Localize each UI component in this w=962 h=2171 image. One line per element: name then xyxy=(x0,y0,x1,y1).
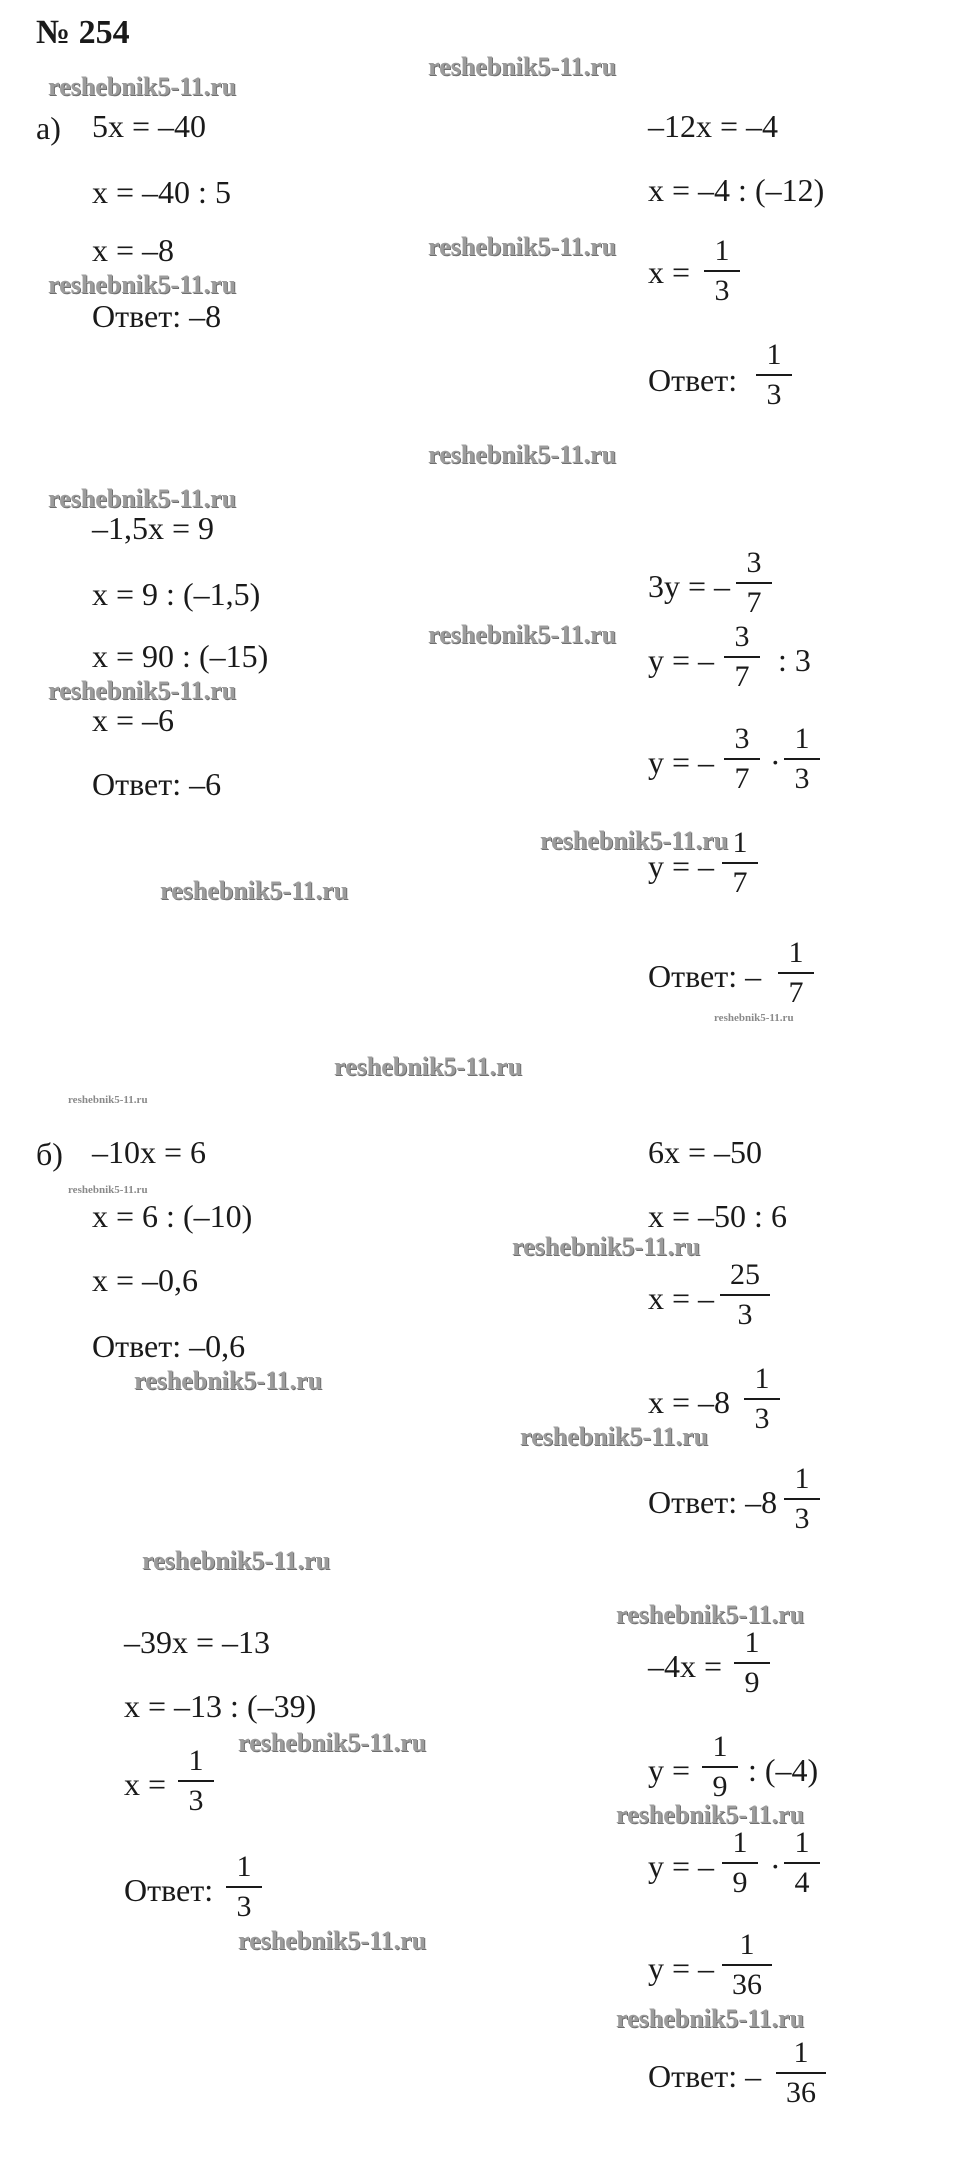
watermark: reshebnik5-11.ru xyxy=(512,1232,701,1261)
watermark: reshebnik5-11.ru xyxy=(48,270,237,299)
fraction: $\frac{1}{9}$ xyxy=(722,1828,758,1898)
part-b-label: б) xyxy=(36,1136,63,1172)
multiply-sign: · xyxy=(770,1848,781,1884)
watermark: reshebnik5-11.ru xyxy=(48,484,237,513)
watermark: reshebnik5-11.ru xyxy=(134,1366,323,1395)
equation-line: x = –50 : 6 xyxy=(648,1198,787,1234)
fraction: $\frac{25}{3}$ xyxy=(720,1260,770,1330)
fraction: $\frac{1}{3}$ xyxy=(704,236,740,306)
equation-line: x = 6 : (–10) xyxy=(92,1198,253,1234)
fraction: $\frac{1}{3}$ xyxy=(744,1364,780,1434)
equation-line: x = 9 : (–1,5) xyxy=(92,576,261,612)
fraction: $\frac{1}{7}$ xyxy=(722,828,758,898)
fraction: $\frac{1}{9}$ xyxy=(702,1732,738,1802)
equation-line: –39x = –13 xyxy=(124,1624,271,1660)
watermark: reshebnik5-11.ru xyxy=(160,876,349,905)
equation-line: x = –8 xyxy=(648,1384,731,1420)
equation-line: x = –0,6 xyxy=(92,1262,199,1298)
watermark: reshebnik5-11.ru xyxy=(68,1094,148,1106)
answer-line: Ответ: –8 xyxy=(648,1484,778,1520)
watermark: reshebnik5-11.ru xyxy=(68,1184,148,1196)
multiply-sign: · xyxy=(770,744,781,780)
fraction: $\frac{3}{7}$ xyxy=(724,622,760,692)
equation-line: –10x = 6 xyxy=(92,1134,207,1170)
equation-line: x = –13 : (–39) xyxy=(124,1688,317,1724)
watermark: reshebnik5-11.ru xyxy=(616,2004,805,2033)
part-a-label: а) xyxy=(36,110,61,146)
watermark: reshebnik5-11.ru xyxy=(540,826,729,855)
fraction: $\frac{1}{3}$ xyxy=(226,1852,262,1922)
watermark: reshebnik5-11.ru xyxy=(142,1546,331,1575)
answer-line: Ответ: –6 xyxy=(92,766,222,802)
fraction: $\frac{1}{36}$ xyxy=(722,1930,772,2000)
watermark: reshebnik5-11.ru xyxy=(48,676,237,705)
watermark: reshebnik5-11.ru xyxy=(334,1052,523,1081)
equation-line: x = –4 : (–12) xyxy=(648,172,825,208)
answer-line: Ответ: –8 xyxy=(92,298,222,334)
answer-line: Ответ: – xyxy=(648,958,762,994)
fraction: $\frac{3}{7}$ xyxy=(724,724,760,794)
watermark: reshebnik5-11.ru xyxy=(714,1012,794,1024)
fraction: $\frac{1}{9}$ xyxy=(734,1628,770,1698)
fraction: $\frac{1}{3}$ xyxy=(178,1746,214,1816)
equation-line: y = – xyxy=(648,1848,715,1884)
fraction: $\frac{3}{7}$ xyxy=(736,548,772,618)
watermark: reshebnik5-11.ru xyxy=(616,1800,805,1829)
equation-line: y = – xyxy=(648,1950,715,1986)
watermark: reshebnik5-11.ru xyxy=(238,1926,427,1955)
equation-line: x = – xyxy=(648,1280,715,1316)
equation-line: –4x = xyxy=(648,1648,723,1684)
problem-number: № 254 xyxy=(36,14,130,51)
equation-line: –1,5x = 9 xyxy=(92,510,215,546)
equation-line: x = 90 : (–15) xyxy=(92,638,269,674)
fraction: $\frac{1}{4}$ xyxy=(784,1828,820,1898)
answer-line: Ответ: –0,6 xyxy=(92,1328,246,1364)
fraction: $\frac{1}{36}$ xyxy=(776,2038,826,2108)
equation-line: y = – xyxy=(648,642,715,678)
equation-line: x = –40 : 5 xyxy=(92,174,231,210)
fraction: $\frac{1}{3}$ xyxy=(756,340,792,410)
equation-line: x = –8 xyxy=(92,232,175,268)
watermark: reshebnik5-11.ru xyxy=(428,52,617,81)
answer-line: Ответ: – xyxy=(648,2058,762,2094)
equation-line: x = –6 xyxy=(92,702,175,738)
watermark: reshebnik5-11.ru xyxy=(238,1728,427,1757)
watermark: reshebnik5-11.ru xyxy=(428,440,617,469)
equation-line: y = xyxy=(648,1752,691,1788)
watermark: reshebnik5-11.ru xyxy=(520,1422,709,1451)
equation-line: 5x = –40 xyxy=(92,108,207,144)
answer-line: Ответ: xyxy=(124,1872,214,1908)
answer-line: Ответ: xyxy=(648,362,738,398)
watermark: reshebnik5-11.ru xyxy=(428,232,617,261)
equation-line: –12x = –4 xyxy=(648,108,779,144)
watermark: reshebnik5-11.ru xyxy=(616,1600,805,1629)
fraction: $\frac{1}{3}$ xyxy=(784,1464,820,1534)
equation-line: x = xyxy=(648,254,691,290)
equation-line: y = – xyxy=(648,744,715,780)
fraction: $\frac{1}{7}$ xyxy=(778,938,814,1008)
equation-line: : 3 xyxy=(778,642,811,678)
watermark: reshebnik5-11.ru xyxy=(428,620,617,649)
equation-line: 6x = –50 xyxy=(648,1134,763,1170)
equation-line: : (–4) xyxy=(748,1752,819,1788)
fraction: $\frac{1}{3}$ xyxy=(784,724,820,794)
equation-line: y = – xyxy=(648,848,715,884)
watermark: reshebnik5-11.ru xyxy=(48,72,237,101)
equation-line: 3y = – xyxy=(648,568,731,604)
equation-line: x = xyxy=(124,1766,167,1802)
